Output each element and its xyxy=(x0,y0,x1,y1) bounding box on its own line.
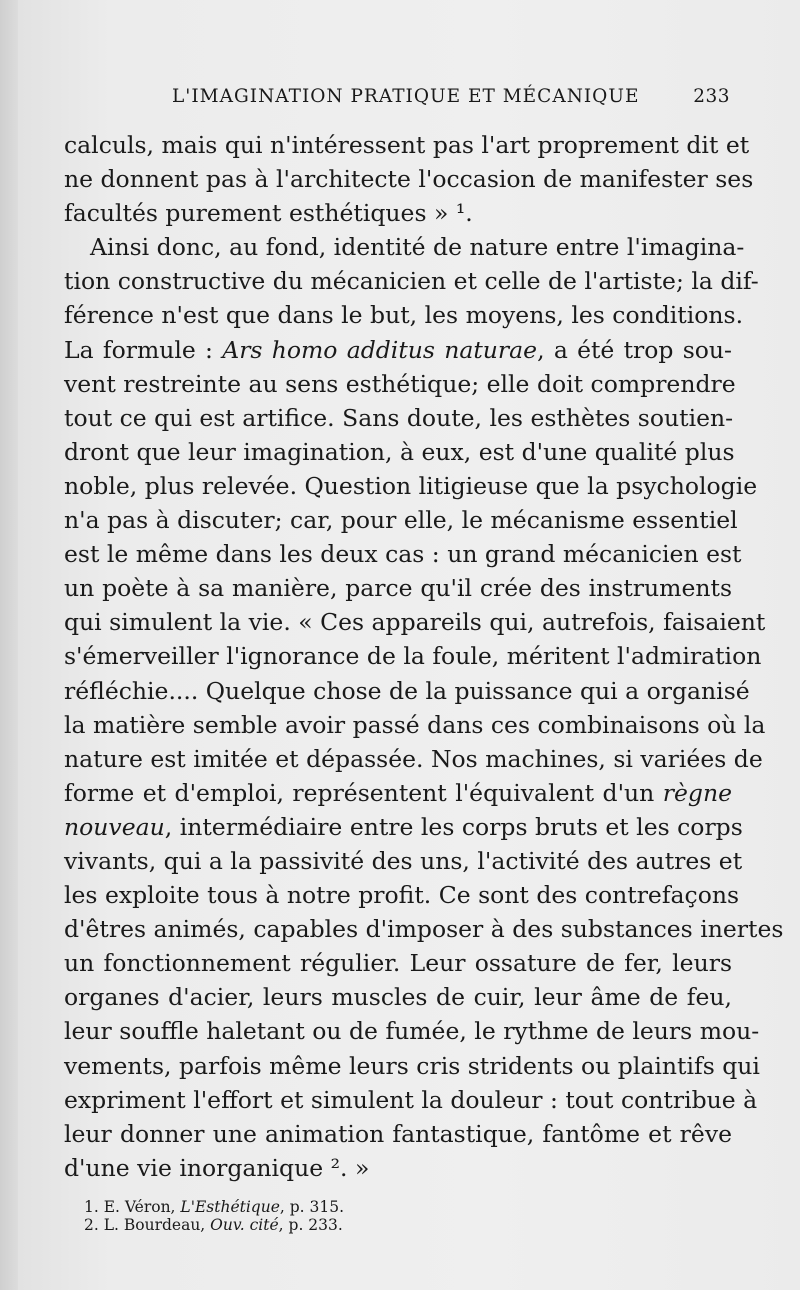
running-header xyxy=(172,86,732,114)
text-line: vements, parfois même leurs cris stridents ou plaintifs qui xyxy=(64,1051,760,1080)
text-line: vivants, qui a la passivité des uns, l'activité des autres et xyxy=(64,846,743,875)
text-line: expriment l'effort et simulent la douleur : tout contribue à xyxy=(64,1085,758,1114)
text-line: un fonctionnement régulier. Leur ossature de fer, leurs xyxy=(64,949,732,978)
italic-word: règne xyxy=(662,778,732,807)
text-line: les exploite tous à notre profit. Ce sont des contrefaçons xyxy=(64,881,740,910)
latin-phrase: Ars homo additus naturae xyxy=(222,335,538,364)
text-line-italic-phrase: La formule : Ars homo additus naturae, a été trop sou- xyxy=(64,335,732,364)
text-line-italic-phrase: forme et d'emploi, représentent l'équivalent d'un règne xyxy=(64,778,732,807)
footnotes xyxy=(84,1198,504,1234)
page-number: 233 xyxy=(693,86,730,107)
body-text xyxy=(64,128,784,1185)
text-line: tout ce qui est artifice. Sans doute, les esthètes soutien- xyxy=(64,403,734,432)
text-line: leur donner une animation fantastique, fantôme et rêve xyxy=(64,1119,732,1148)
text-line: un poète à sa manière, parce qu'il crée des instruments xyxy=(64,574,732,603)
text-line: organes d'acier, leurs muscles de cuir, leur âme de feu, xyxy=(64,983,732,1012)
text-line: facultés purement esthétiques » ¹. xyxy=(64,199,473,228)
text-line: dront que leur imagination, à eux, est d'une qualité plus xyxy=(64,437,735,466)
text-line: qui simulent la vie. « Ces appareils qui, autrefois, faisaient xyxy=(64,608,766,637)
text-line: n'a pas à discuter; car, pour elle, le mécanisme essentiel xyxy=(64,506,738,535)
text-line: d'une vie inorganique ². » xyxy=(64,1153,370,1182)
text-line: d'êtres animés, capables d'imposer à des substances inertes xyxy=(64,915,784,944)
text-line: tion constructive du mécanicien et celle de l'artiste; la dif- xyxy=(64,267,759,296)
footnote-2: 2. L. Bourdeau, Ouv. cité, p. 233. xyxy=(84,1216,343,1234)
page-gutter xyxy=(0,0,18,1290)
running-title: L'IMAGINATION PRATIQUE ET MÉCANIQUE xyxy=(172,86,640,107)
text-line: est le même dans les deux cas : un grand mécanicien est xyxy=(64,540,742,569)
text-line: ne donnent pas à l'architecte l'occasion de manifester ses xyxy=(64,165,754,194)
text-line: s'émerveiller l'ignorance de la foule, méritent l'admiration xyxy=(64,642,762,671)
footnote-1: 1. E. Véron, L'Esthétique, p. 315. xyxy=(84,1198,345,1216)
text-line: calculs, mais qui n'intéressent pas l'art proprement dit et xyxy=(64,131,750,159)
text-line: vent restreinte au sens esthétique; elle doit comprendre xyxy=(64,369,736,398)
text-line: leur souffle haletant ou de fumée, le rythme de leurs mou- xyxy=(64,1017,760,1046)
italic-word: nouveau xyxy=(64,812,165,841)
text-line: réfléchie.... Quelque chose de la puissance qui a organisé xyxy=(64,676,750,705)
text-line-italic-phrase: nouveau, intermédiaire entre les corps bruts et les corps xyxy=(64,812,743,841)
text-line: noble, plus relevée. Question litigieuse que la psychologie xyxy=(64,471,758,500)
text-line: férence n'est que dans le but, les moyens, les conditions. xyxy=(64,301,744,330)
text-line: la matière semble avoir passé dans ces combinaisons où la xyxy=(64,710,766,739)
text-line: nature est imitée et dépassée. Nos machines, si variées de xyxy=(64,744,763,773)
paragraph-start-line: Ainsi donc, au fond, identité de nature entre l'imagina- xyxy=(90,233,745,262)
